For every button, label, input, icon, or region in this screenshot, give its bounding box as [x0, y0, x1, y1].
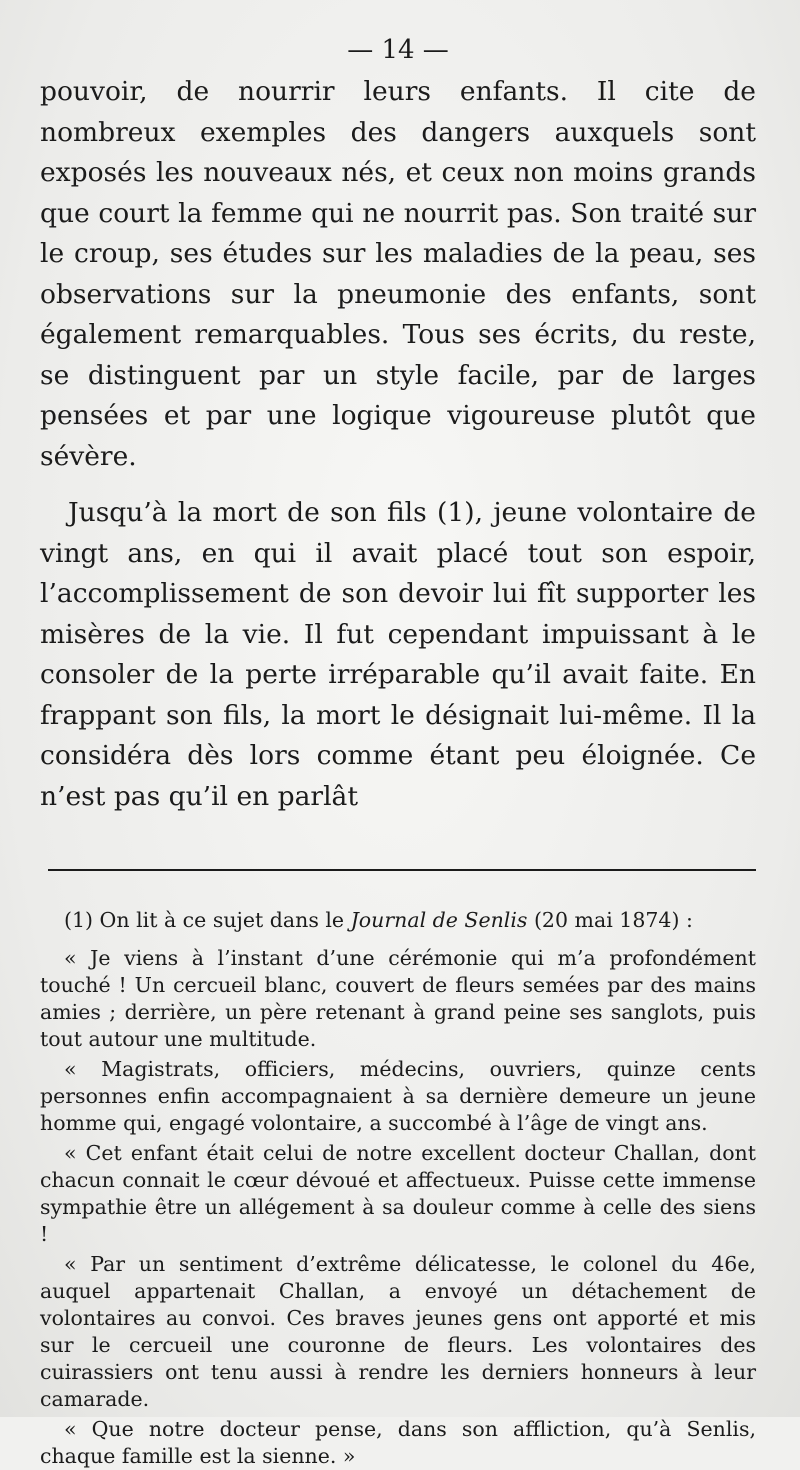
footnote-separator [48, 869, 756, 871]
footnote-intro [40, 907, 756, 934]
paragraph-1: pouvoir, de nourrir leurs enfants. Il cite de nombreux exemples des dangers auxquels sont exposés les nouveaux nés, et ceux non moins grands que court la femme qui ne nourrit pas. Son traité sur le croup, ses études sur les maladies de la peau, ses observations sur la pneumonie des enfants, sont également remarquables. Tous ses écrits, du reste, se distinguent par un style facile, par de larges pensées et par une logique vigoureuse plutôt que sévère. [40, 76, 756, 472]
paragraph-2: Jusqu’à la mort de son fils (1), jeune volontaire de vingt ans, en qui il avait placé tout son espoir, l’accomplissement de son devoir lui fît supporter les misères de la vie. Il fut cependant impuissant à le consoler de la perte irréparable qu’il avait faite. En frappant son fils, la mort le désignait lui-même. Il la considéra dès lors comme étant peu éloignée. Ce n’est pas qu’il en parlât [40, 497, 756, 812]
journal-title: Journal de Senlis [350, 908, 528, 932]
footnote [40, 907, 756, 1470]
footnote-quote-2: « Magistrats, officiers, médecins, ouvriers, quinze cents personnes enfin accompagnaient à sa dernière demeure un jeune homme qui, engagé volontaire, a succombé à l’âge de vingt ans. [40, 1057, 756, 1135]
footnote-quote-4: « Par un sentiment d’extrême délicatesse, le colonel du 46e, auquel appartenait Challan, a envoyé un détachement de volontaires au convoi. Ces braves jeunes gens ont apporté et mis sur le cercueil une couronne de fleurs. Les volontaires des cuirassiers ont tenu aussi à rendre les derniers honneurs à leur camarade. [40, 1252, 756, 1411]
footnote-quote-3: « Cet enfant était celui de notre excellent docteur Challan, dont chacun connait le cœur dévoué et affectueux. Puisse cette immense sympathie être un allégement à sa douleur comme à celle des siens ! [40, 1141, 756, 1246]
main-text [40, 72, 756, 817]
footnote-quote-5: « Que notre docteur pense, dans son affliction, qu’à Senlis, chaque famille est la sienne. » [40, 1417, 756, 1468]
footnote-intro-after: (20 mai 1874) : [527, 908, 693, 932]
footnote-intro-before: (1) On lit à ce sujet dans le [64, 908, 351, 932]
page-number: — 14 — [347, 35, 449, 65]
footnote-quote-1: « Je viens à l’instant d’une cérémonie qui m’a profondément touché ! Un cercueil blanc, couvert de fleurs semées par des mains amies ; derrière, un père retenant à grand peine ses sanglots, puis tout autour une multitude. [40, 946, 756, 1051]
